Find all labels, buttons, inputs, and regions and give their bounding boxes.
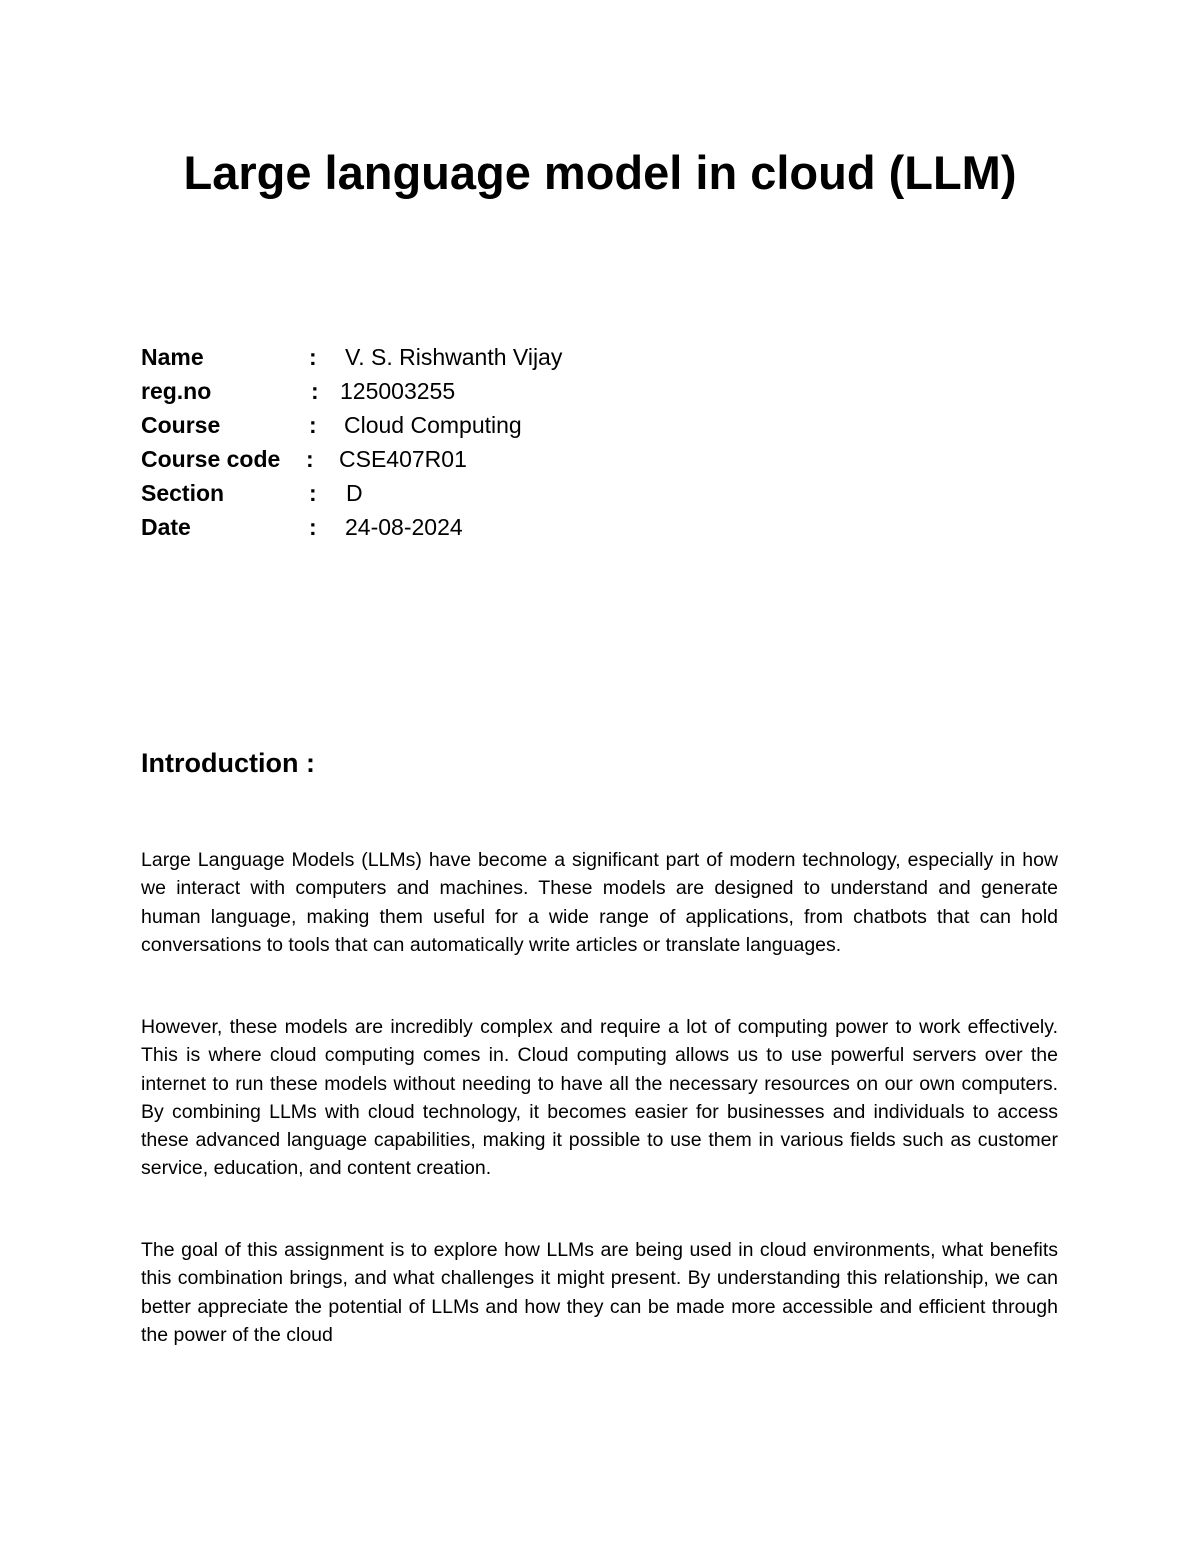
info-separator: : (309, 480, 317, 506)
info-value: V. S. Rishwanth Vijay (345, 344, 563, 370)
info-label: reg.no (141, 378, 212, 404)
info-value: D (346, 480, 363, 506)
paragraph: However, these models are incredibly complex and require a lot of computing power to work effectively. This is where cloud computing comes in. Cloud computing allows us to use powerful servers over the internet to run these models without needing to have all the necessary resources on our own computers. By combining LLMs with cloud technology, it becomes easier for businesses and individuals to access these advanced language capabilities, making it possible to use them in various fields such as customer service, education, and content creation. (141, 1016, 1058, 1180)
info-label: Course code (141, 446, 281, 472)
introduction-heading: Introduction : (141, 748, 315, 778)
info-label: Date (141, 514, 191, 540)
info-value: 125003255 (340, 378, 456, 404)
info-separator: : (311, 378, 319, 404)
info-value: 24-08-2024 (345, 514, 463, 540)
info-separator: : (309, 514, 317, 540)
document-title: Large language model in cloud (LLM) (183, 146, 1017, 199)
info-separator: : (309, 344, 317, 370)
paragraph: The goal of this assignment is to explore how LLMs are being used in cloud environments, what benefits this combination brings, and what challenges it might present. By understanding this relationship, we can better appreciate the potential of LLMs and how they can be made more accessible and efficient through the power of the cloud (141, 1239, 1058, 1346)
info-label: Course (141, 412, 221, 438)
info-value: Cloud Computing (344, 412, 522, 438)
paragraph: Large Language Models (LLMs) have become a significant part of modern technology, especially in how we interact with computers and machines. These models are designed to understand and generate human language, making them useful for a wide range of applications, from chatbots that can hold conversations to tools that can automatically write articles or translate languages. (141, 849, 1058, 956)
info-value: CSE407R01 (339, 446, 467, 472)
info-separator: : (309, 412, 317, 438)
info-label: Name (141, 344, 204, 370)
info-label: Section (141, 480, 225, 506)
info-separator: : (306, 446, 314, 472)
